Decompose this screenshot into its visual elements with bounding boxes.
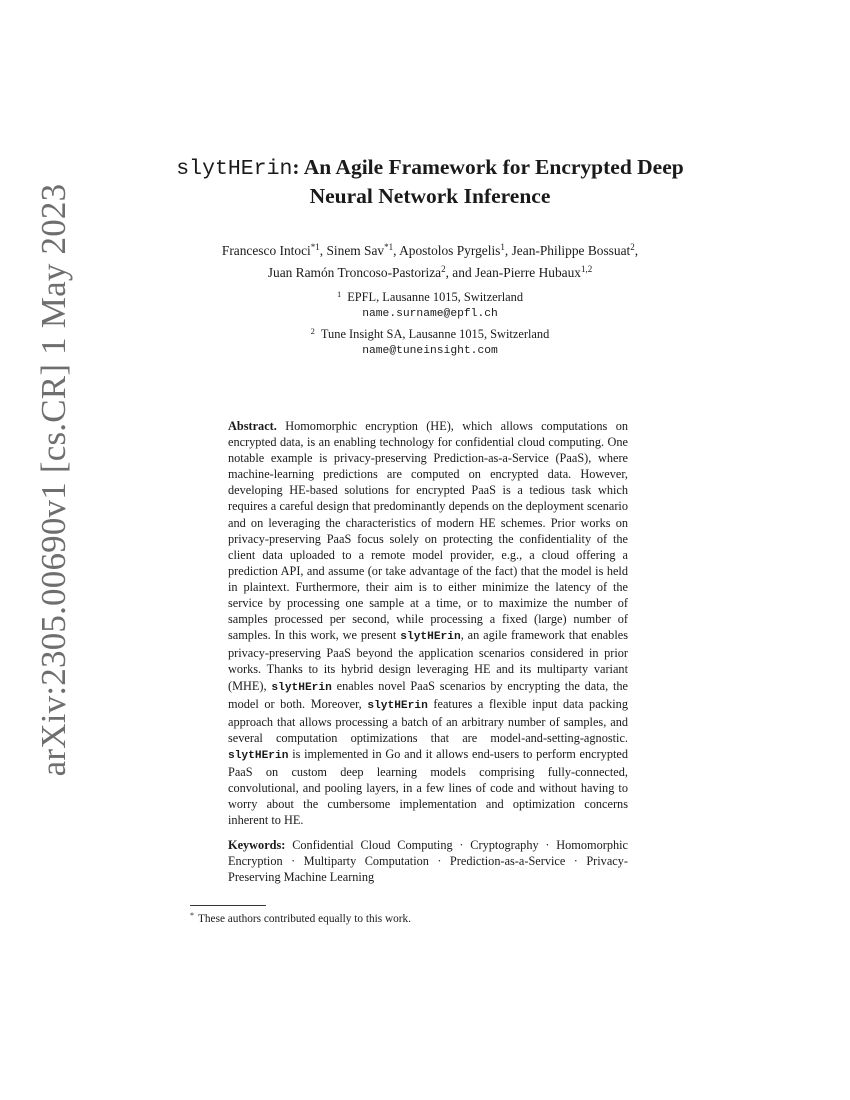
keywords-text: Confidential Cloud Computing · Cryptography · Homomorphic Encryption · Multiparty Computation · Prediction-as-a-Service · Privacy-Preserving Machine Learning xyxy=(228,838,629,885)
author: Juan Ramón Troncoso-Pastoriza$^2$, and xyxy=(267,264,475,280)
abstract-text: is implemented in Go and it allows end-users to perform encrypted PaaS on custom deep learning models comprising fully-connected, convolutional, and pooling layers, in a few lines of code and without having to worry about the cumbersome implementation and optimization concerns inherent to HE. xyxy=(228,746,629,828)
affiliation-2: $^2$ Tune Insight SA, Lausanne 1015, Switzerland xyxy=(310,326,550,341)
title-text: : An Agile Framework for Encrypted Deep Neural Network Inference xyxy=(292,155,684,208)
framework-name: slytHErin xyxy=(400,631,461,644)
keywords xyxy=(228,837,628,885)
author-list xyxy=(150,238,710,282)
footnote-rule xyxy=(190,905,266,906)
author: Jean-Philippe Bossuat$^2$, xyxy=(511,242,639,258)
abstract-text: enables novel PaaS scenarios by encrypting the data, the model or both. Moreover, xyxy=(228,678,628,711)
abstract xyxy=(228,418,628,828)
affiliation-1-email[interactable]: name.surname@epfl.ch xyxy=(362,308,498,320)
author: Francesco Intoci$^{*1}$, xyxy=(221,242,327,258)
affiliations xyxy=(150,286,710,360)
arxiv-identifier: arXiv:2305.00690v1 [cs.CR] 1 May 2023 xyxy=(34,183,73,777)
keywords-label: Keywords: xyxy=(228,838,286,852)
footnote-text: These authors contributed equally to this work. xyxy=(198,913,412,925)
affiliation-1: $^1$ EPFL, Lausanne 1015, Switzerland xyxy=(336,289,524,304)
author: Apostolos Pyrgelis$^1$, xyxy=(399,242,512,258)
abstract-text: features a flexible input data packing approach that allows processing a batch of an arbitrary number of samples, and several computation optimizations that are model-and-setting-agnostic. xyxy=(228,696,628,745)
framework-name: slytHErin xyxy=(367,699,428,712)
author: Sinem Sav$^{*1}$, xyxy=(326,242,400,258)
author: Jean-Pierre Hubaux$^{1,2}$ xyxy=(475,264,593,280)
paper-title xyxy=(150,154,710,210)
framework-name: slytHErin xyxy=(228,749,289,762)
abstract-label: Abstract. xyxy=(228,419,277,433)
abstract-text: Homomorphic encryption (HE), which allows computations on encrypted data, is an enabling technology for confidential cloud computing. One notable example is privacy-preserving Prediction-as-a-Service (PaaS), where machine-learning predictions are computed on encrypted data. However, developing HE-based solutions for encrypted PaaS is a tedious task which requires a careful design that predominantly depends on the deployment scenario and on leveraging the characteristics of modern HE schemes. Prior works on privacy-preserving PaaS focus solely on protecting the confidentiality of the client data uploaded to a remote model provider, e.g., a cloud offering a prediction API, and assume (or take advantage of the fact) that the model is held in plaintext. Furthermore, their aim is to either minimize the latency of the service by processing one sample at a time, or to maximize the number of samples processed per second, while processing a fixed (large) number of samples. In this work, we present xyxy=(228,419,628,643)
footnote xyxy=(190,909,630,926)
title-framework-name: slytHErin xyxy=(176,157,293,181)
abstract-text: , an agile framework that enables privacy-preserving PaaS beyond the application scenarios considered in prior works. Thanks to its hybrid design leveraging HE and its multiparty variant (MHE), xyxy=(228,628,628,693)
framework-name: slytHErin xyxy=(271,681,332,694)
affiliation-2-email[interactable]: name@tuneinsight.com xyxy=(362,345,498,357)
footnote-mark: * xyxy=(190,911,194,920)
